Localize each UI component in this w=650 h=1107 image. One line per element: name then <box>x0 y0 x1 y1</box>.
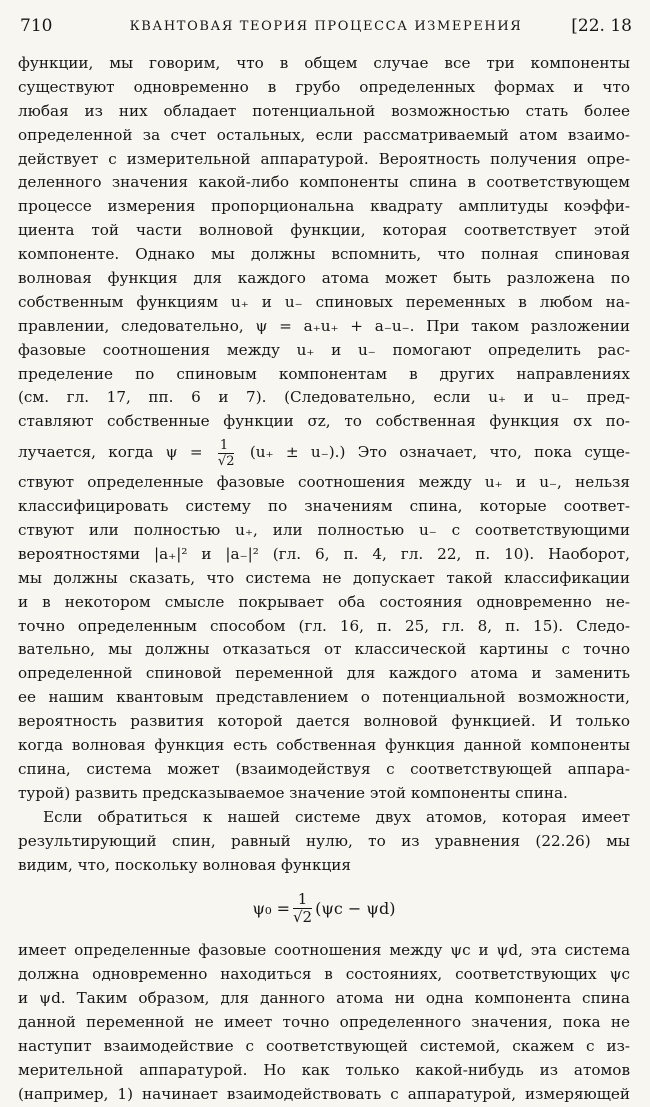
text-line: функции, мы говорим, что в общем случае все три компоненты <box>18 54 630 72</box>
line-text-end: (u₊ ± u₋).) Это означает, что, пока суще- <box>249 443 630 462</box>
text-line: и ψd. Таким образом, для данного атома ни одна компонента спина <box>18 989 630 1008</box>
equation-rhs: (ψc − ψd) <box>315 898 396 918</box>
text-line: фазовые соотношения между u₊ и u₋ помогают определить рас- <box>18 340 630 359</box>
text-line: компоненте. Однако мы должны вспомнить, что полная спиновая <box>18 245 630 264</box>
text-line: наступит взаимодействие с соответствующей системой, скажем с из- <box>18 1036 630 1055</box>
inline-formula-line <box>18 434 630 471</box>
fraction-denominator: √2 <box>292 907 313 926</box>
text-line: определенной за счет остальных, если рассматриваемый атом взаимо- <box>18 125 630 144</box>
text-line: существуют одновременно в грубо определенных формах и что <box>18 77 630 96</box>
text-line: спина, система может (взаимодействуя с соответствующей аппара- <box>18 759 630 778</box>
text-line: (например, 1) начинает взаимодействовать с аппаратурой, измеряющей <box>18 1084 630 1103</box>
page-header <box>20 14 632 38</box>
text-line: вероятностями |a₊|² и |a₋|² (гл. 6, п. 4, гл. 22, п. 10). Наоборот, <box>18 544 630 563</box>
fraction-denominator: √2 <box>217 453 235 469</box>
text-line: данной переменной не имеет точно определенного значения, пока не <box>18 1013 630 1032</box>
text-line: вательно, мы должны отказаться от классической картины с точно <box>18 640 630 659</box>
text-line: любая из них обладает потенциальной возможностью стать более <box>18 101 630 120</box>
text-line: турой) развить предсказываемое значение этой компоненты спина. <box>18 783 568 802</box>
text-line: мы должны сказать, что система не допускает такой классификации <box>18 568 630 587</box>
display-equation <box>18 877 630 939</box>
page-body <box>18 52 630 1107</box>
text-line: ствуют определенные фазовые соотношения между u₊ и u₋, нельзя <box>18 473 630 492</box>
text-line: когда волновая функция есть собственная функция данной компоненты <box>18 736 630 755</box>
text-line: циента той части волновой функции, которая соответствует этой <box>18 221 630 240</box>
fraction-numerator: 1 <box>218 439 235 454</box>
text-line: определенной спиновой переменной для каждого атома и заменить <box>18 664 630 683</box>
section-number: [22. 18 <box>571 16 632 36</box>
text-line: имеет определенные фазовые соотношения между ψc и ψd, эта система <box>18 941 630 960</box>
text-line: ставляют собственные функции σz, то собственная функция σx по- <box>18 412 630 431</box>
equation-fraction <box>292 889 313 926</box>
text-line: классифицировать систему по значениям спина, которые соответ- <box>18 497 630 516</box>
text-line: и в некотором смысле покрывает оба состояния одновременно не- <box>18 592 630 611</box>
inline-fraction <box>218 439 235 468</box>
text-line: ствуют или полностью u₊, или полностью u₋ с соответствующими <box>18 521 630 540</box>
text-line: деленного значения какой-либо компоненты спина в соответствующем <box>18 173 630 192</box>
fraction-numerator: 1 <box>293 892 312 909</box>
paragraph-3 <box>18 939 630 1106</box>
text-line: видим, что, поскольку волновая функция <box>18 855 351 874</box>
text-line: результирующий спин, равный нулю, то из уравнения (22.26) мы <box>18 831 630 850</box>
running-title: КВАНТОВАЯ ТЕОРИЯ ПРОЦЕССА ИЗМЕРЕНИЯ <box>129 19 523 34</box>
text-line: должна одновременно находиться в состояниях, соответствующих ψc <box>18 965 630 984</box>
text-line: ее нашим квантовым представлением о потенциальной возможности, <box>18 688 630 707</box>
text-line: процессе измерения пропорциональна квадрату амплитуды коэффи- <box>18 197 630 216</box>
paragraph-2 <box>18 806 630 878</box>
equation-lhs: ψ₀ = <box>252 898 290 918</box>
text-line: собственным функциям u₊ и u₋ спиновых переменных в любом на- <box>18 292 630 311</box>
paragraph-1 <box>18 52 630 806</box>
line-text-start: лучается, когда ψ = <box>18 443 203 462</box>
text-line: действует с измерительной аппаратурой. Вероятность получения опре- <box>18 149 630 168</box>
page-number: 710 <box>20 16 53 36</box>
text-line: правлении, следовательно, ψ = a₊u₊ + a₋u₋. При таком разложении <box>18 316 630 335</box>
text-line: вероятность развития которой дается волновой функцией. И только <box>18 712 630 731</box>
text-line: мерительной аппаратурой. Но как только какой-нибудь из атомов <box>18 1060 630 1079</box>
text-line: пределение по спиновым компонентам в других направлениях <box>18 364 630 383</box>
text-line: волновая функция для каждого атома может быть разложена по <box>18 269 630 288</box>
text-line: Если обратиться к нашей системе двух атомов, которая имеет <box>43 807 630 826</box>
text-line: точно определенным способом (гл. 16, п. 25, гл. 8, п. 15). Следо- <box>18 616 630 635</box>
text-line: (см. гл. 17, пп. 6 и 7). (Следовательно, если u₊ и u₋ пред- <box>18 388 630 407</box>
